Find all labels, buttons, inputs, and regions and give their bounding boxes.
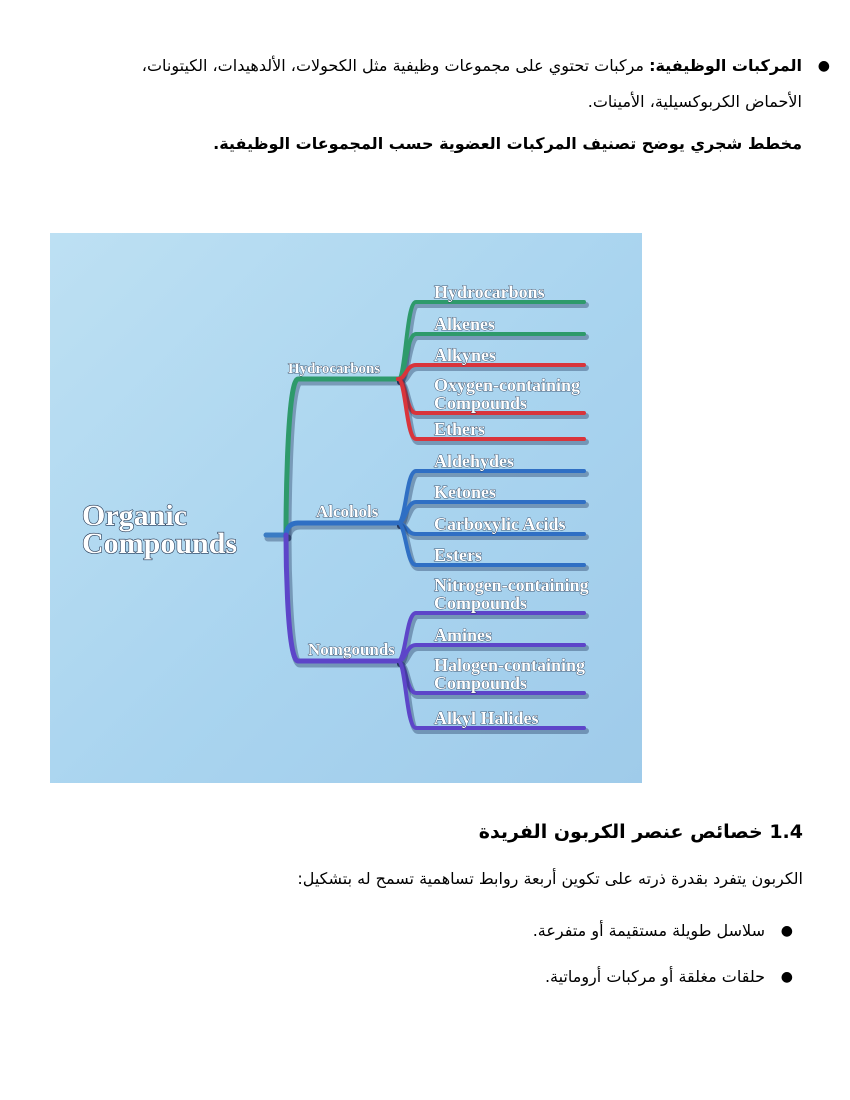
leaf-label: Oxygen-containing Compounds [434,375,581,413]
section-paragraph: الكربون يتفرد بقدرة ذرته على تكوين أربعة روابط تساهمية تسمح له بتشكيل: [297,869,803,888]
figure-caption: مخطط شجري يوضح تصنيف المركبات العضوية حسب المجموعات الوظيفية. [213,134,802,153]
bullet-text: مركبات تحتوي على مجموعات وظيفية مثل الكحولات، الألدهيدات، الكيتونات، الأحماض الكربوكسيلية، الأمينات. [141,56,802,111]
leaf-label: Esters [434,545,482,565]
bullet-dot: ● [780,969,793,985]
leaf-label: Alkynes [434,345,497,365]
leaf-label: Carboxylic Acids [434,514,566,534]
list-item [60,918,793,944]
branch-line-shadow [288,526,400,538]
list-item-text: سلاسل طويلة مستقيمة أو متفرعة. [532,921,765,940]
list-item-text: حلقات مغلقة أو مركبات أروماتية. [544,967,765,986]
bullet-dot: ● [780,923,793,939]
tree-root-label: Organic Compounds [82,499,238,560]
bullet-dot: ● [817,58,830,74]
bullet-term: المركبات الوظيفية: [649,56,802,75]
list-item [60,964,793,990]
leaf-label: Halogen-containing Compounds [434,655,586,693]
section-heading: 1.4 خصائص عنصر الكربون الفريدة [478,821,803,843]
tree-diagram [50,233,642,783]
leaf-label: Ethers [434,419,485,439]
leaf-label: Aldehydes [434,451,515,471]
branch-label: Hydrocarbons [288,361,381,377]
organic-compounds-tree-figure [50,233,642,783]
functional-compounds-bullet [90,48,830,120]
branch-label: Nomgounds [308,640,395,659]
branch-label: Alcohols [316,502,379,521]
leaf-label: Ketones [434,482,496,502]
leaf-label: Nitrogen-containing Compounds [434,575,589,613]
leaf-label: Hydrocarbons [434,282,545,302]
leaf-label: Amines [434,625,492,645]
leaf-label: Alkenes [434,314,496,334]
leaf-label: Alkyl Halides [434,708,539,728]
